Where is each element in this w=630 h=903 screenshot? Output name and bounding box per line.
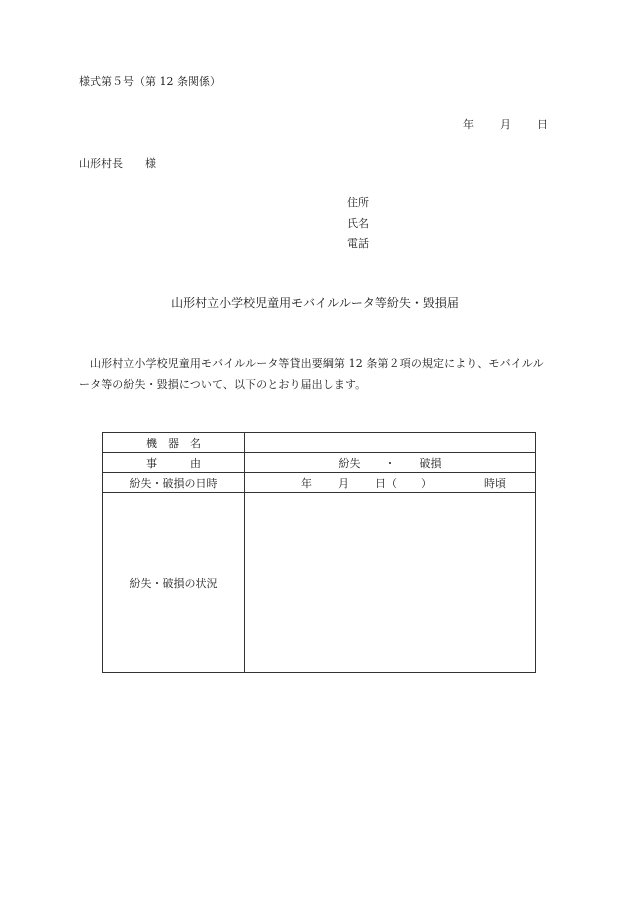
phone-label: 電話 <box>347 237 369 250</box>
datetime-label: 紛失・破損の日時 <box>103 473 245 493</box>
table-row <box>103 493 536 673</box>
reason-option-damaged[interactable]: 破損 <box>419 456 442 470</box>
device-label: 機 器 名 <box>103 433 245 453</box>
form-number: 様式第５号（第 12 条関係） <box>79 75 221 88</box>
reason-value-cell[interactable] <box>245 453 536 473</box>
addressee: 山形村長 様 <box>79 157 156 170</box>
status-value-cell[interactable] <box>245 493 536 673</box>
datetime-day: 日（ <box>375 476 397 490</box>
name-label: 氏名 <box>347 216 369 230</box>
body-paragraph: 山形村立小学校児童用モバイルルータ等貸出要綱第 12 条第２項の規定により、モバイルルータ等の紛失・毀損について、以下のとおり届出します。 <box>79 357 544 391</box>
datetime-close: ） <box>421 476 432 490</box>
table-row <box>103 473 536 493</box>
datetime-year: 年 <box>301 476 312 490</box>
submission-date <box>463 116 548 132</box>
reason-separator: ・ <box>384 456 396 470</box>
status-label: 紛失・破損の状況 <box>103 493 245 673</box>
table-row <box>103 453 536 473</box>
datetime-month: 月 <box>338 476 349 490</box>
report-table <box>102 432 536 673</box>
datetime-time: 時頃 <box>484 476 506 490</box>
date-month-label: 月 <box>500 118 511 131</box>
document-title: 山形村立小学校児童用モバイルルータ等紛失・毀損届 <box>171 296 459 310</box>
address-label: 住所 <box>347 196 369 209</box>
date-day-label: 日 <box>537 118 548 131</box>
datetime-value-cell[interactable] <box>245 473 536 493</box>
date-year-label: 年 <box>463 118 474 131</box>
reason-option-lost[interactable]: 紛失 <box>338 456 361 470</box>
device-value-cell[interactable] <box>245 433 536 453</box>
table-row <box>103 433 536 453</box>
applicant-block <box>347 193 369 255</box>
reason-label: 事 由 <box>103 453 245 473</box>
